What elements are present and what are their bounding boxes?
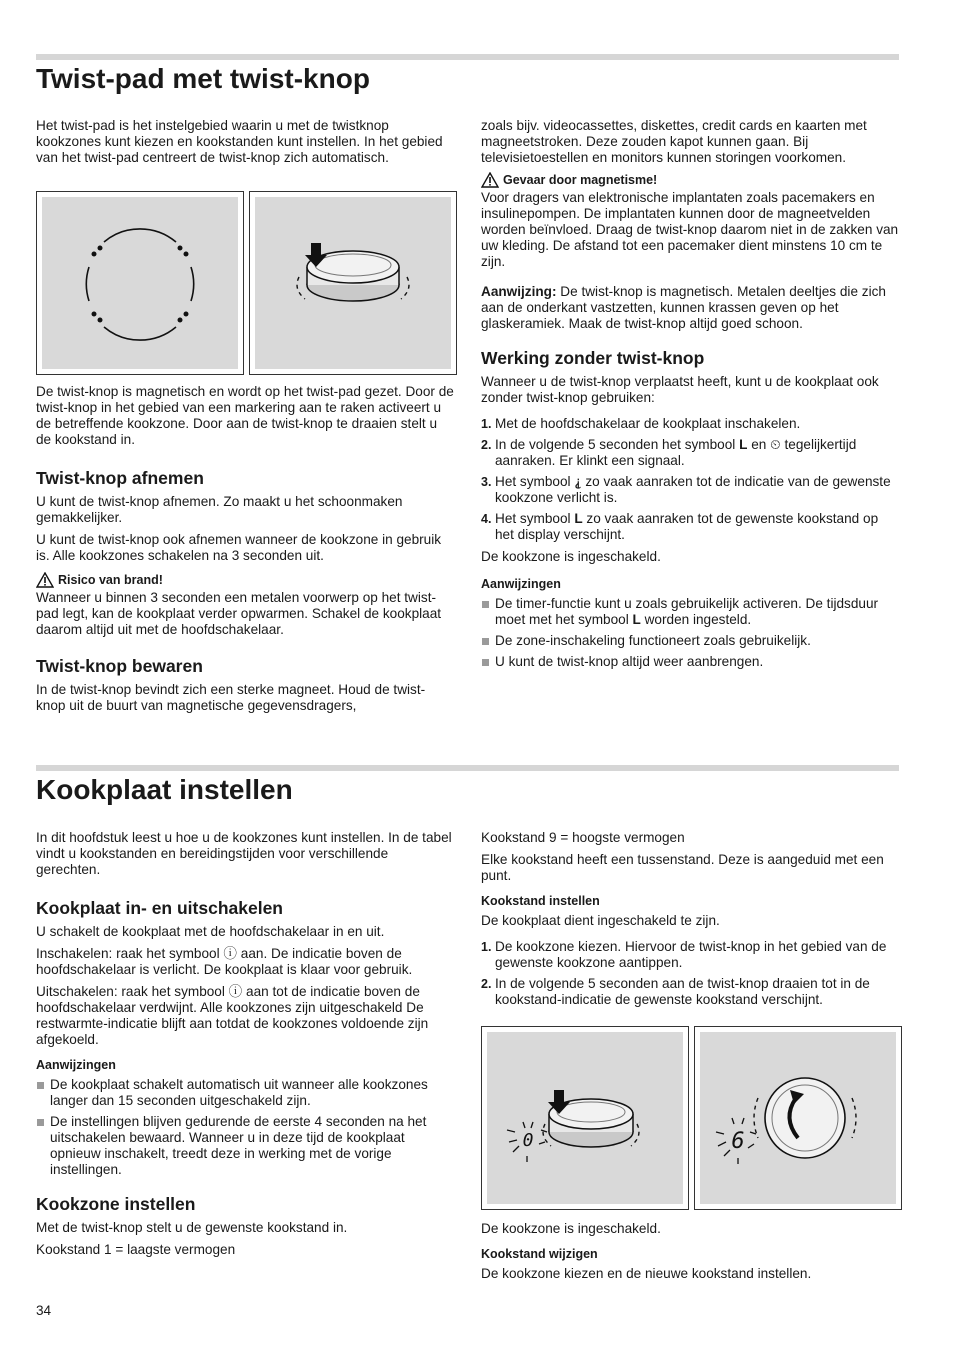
turn-knob-figure: [694, 1026, 902, 1210]
warning-triangle-icon: [481, 172, 499, 188]
right-column-s2: [481, 830, 899, 1014]
inuit-notes: [36, 1077, 454, 1178]
afnemen-p2: U kunt de twist-knop ook afnemen wanneer de kookzone in gebruik is. Alle kookzones schakelen na 3 seconden uit.: [36, 532, 442, 563]
step-item: 2. In de volgende 5 seconden het symbool L en ⏲ tegelijkertijd aanraken. Er klinkt een signaal.: [481, 437, 857, 468]
bewaren-p1: In de twist-knop bevindt zich een sterke magneet. Houd de twist-knop uit de buurt van magnetische gegevensdragers,: [36, 682, 426, 713]
display-digit-left: 0: [522, 1130, 534, 1151]
page-number: 34: [36, 1303, 52, 1318]
zonder-intro: Wanneer u de twist-knop verplaatst heeft, kunt u de kookplaat ook zonder twist-knop gebruiken:: [481, 374, 879, 405]
step-item: 1. Met de hoofdschakelaar de kookplaat inschakelen.: [481, 416, 801, 431]
magnet-warning-label: Gevaar door magnetisme!: [503, 173, 658, 187]
zonder-steps: [481, 416, 899, 543]
magnet-warning-title: [481, 172, 899, 188]
list-item: De timer-functie kunt u zoals gebruikelijk activeren. De tijdsduur moet met het symbool L worden ingesteld.: [481, 596, 899, 628]
bewaren-p2: zoals bijv. videocassettes, diskettes, credit cards en kaarten met magneetstroken. Deze zouden kapot kunnen gaan. Bij televisietoestellen en monitors kunnen storingen voorkomen.: [481, 118, 867, 165]
step-item: 4. Het symbool L zo vaak aanraken tot de gewenste kookstand op het display verschijnt.: [481, 511, 879, 542]
step-item: 3. Het symbool ⸘ zo vaak aanraken tot de indicatie van de gewenste kookzone verlicht is.: [481, 474, 891, 505]
timer-icon: ⏲: [770, 437, 781, 452]
select-zone-figure: [481, 1026, 689, 1210]
kookzone-p1: Met de twist-knop stelt u de gewenste kookstand in.: [36, 1220, 348, 1235]
intro-paragraph: In dit hoofdstuk leest u hoe u de kookzones kunt instellen. In de tabel vindt u kookstanden en bereidingstijden voor verschillende gerechten.: [36, 830, 452, 877]
section-title: Kookplaat instellen: [36, 774, 293, 805]
note-paragraph: [481, 284, 899, 332]
list-item: De kookplaat schakelt automatisch uit wanneer alle kookzones langer dan 15 seconden uitgeschakeld zijn.: [36, 1077, 454, 1109]
inuit-notes-heading: Aanwijzingen: [36, 1058, 116, 1072]
heading-bewaren: Twist-knop bewaren: [36, 656, 203, 676]
intro-paragraph: Het twist-pad is het instelgebied waarin u met de twistknop kookzones kunt kiezen en kookstanden kunt instellen. In het gebied van het twist-pad centreert de twist-knop zich automatisch.: [36, 118, 443, 165]
wijzigen-text: De kookzone kiezen en de nieuwe kookstand instellen.: [481, 1266, 812, 1281]
zonder-result: De kookzone is ingeschakeld.: [481, 549, 661, 564]
right-column-s2-lower: [481, 1221, 899, 1288]
knob-tap-illustration: [487, 1032, 683, 1204]
right-column-s1: [481, 118, 899, 676]
twist-pad-figure: [36, 191, 244, 375]
kookzone-p4: Elke kookstand heeft een tussenstand. Deze is aangeduid met een punt.: [481, 852, 884, 883]
kookstand-intro: De kookplaat dient ingeschakeld te zijn.: [481, 913, 720, 928]
heading-zonder: Werking zonder twist-knop: [481, 348, 705, 368]
inuit-p1: U schakelt de kookplaat met de hoofdschakelaar in en uit.: [36, 924, 385, 939]
heading-inuit: Kookplaat in- en uitschakelen: [36, 898, 283, 918]
kookzone-p3: Kookstand 9 = hoogste vermogen: [481, 830, 685, 845]
power-icon: ⓘ: [223, 946, 237, 961]
twist-knob-illustration: [255, 197, 451, 369]
heading-afnemen: Twist-knop afnemen: [36, 468, 204, 488]
section-rule: [36, 54, 899, 60]
zonder-notes-heading: Aanwijzingen: [481, 577, 561, 591]
left-column-s1: [36, 118, 454, 172]
step-item: 1. De kookzone kiezen. Hiervoor de twist-knop in het gebied van de gewenste kookzone aantippen.: [481, 939, 887, 970]
zonder-notes: [481, 596, 899, 670]
heading-kookzone: Kookzone instellen: [36, 1194, 196, 1214]
list-item: De instellingen blijven gedurende de eerste 4 seconden na het uitschakelen bewaard. Wanneer u in deze tijd de kookplaat opnieuw inschakelt, treedt deze in werking met de vorige instellingen.: [36, 1114, 454, 1178]
kookstand-steps: [481, 939, 899, 1008]
step-item: 2. In de volgende 5 seconden aan de twist-knop draaien tot in de kookstand-indicatie de gewenste kookstand verschijnt.: [481, 976, 870, 1007]
list-item: U kunt de twist-knop altijd weer aanbrengen.: [481, 654, 899, 670]
kookstand-heading: Kookstand instellen: [481, 894, 600, 908]
magnetic-paragraph: De twist-knop is magnetisch en wordt op het twist-pad gezet. Door de twist-knop in het gebied van een markering aan te raken activeert u de betreffende kookzone. Door aan de twist-knop te draaien stelt u de kookstand in.: [36, 384, 454, 447]
left-column-s2: [36, 830, 454, 1264]
note-text: De twist-knop is magnetisch. Metalen deeltjes die zich aan de onderkant vastzetten, kunnen krassen geven op het glaskeramiek. Maak de twist-knop altijd goed schoon.: [481, 284, 886, 331]
warning-triangle-icon: [36, 572, 54, 588]
inuit-p3: Uitschakelen: raak het symbool ⓘ aan tot de indicatie boven de hoofdschakelaar verdwijnt. Alle kookzones zijn uitgeschakeld De restwarmte-indicatie blijft aan totdat de kookzones voldoende zijn afgekoeld.: [36, 984, 429, 1047]
section-title: Twist-pad met twist-knop: [36, 63, 370, 94]
afnemen-p1: U kunt de twist-knop afnemen. Zo maakt u het schoonmaken gemakkelijker.: [36, 494, 403, 525]
fire-warning-text: Wanneer u binnen 3 seconden een metalen voorwerp op het twist-pad legt, kan de kookplaat verder opwarmen. Schakel de kookplaat daarom altijd uit met de hoofdschakelaar.: [36, 590, 442, 637]
section-rule: [36, 765, 899, 771]
kookstand-result: De kookzone is ingeschakeld.: [481, 1221, 661, 1236]
power-icon: ⓘ: [228, 984, 243, 999]
zone-select-icon: ⸘: [574, 474, 582, 489]
inuit-p2: Inschakelen: raak het symbool ⓘ aan. De indicatie boven de hoofdschakelaar is verlicht. De kookplaat is klaar voor gebruik.: [36, 946, 413, 977]
wijzigen-heading: Kookstand wijzigen: [481, 1247, 598, 1261]
note-label: Aanwijzing:: [481, 284, 557, 299]
twist-pad-markings-illustration: [42, 197, 238, 369]
knob-turn-illustration: [700, 1032, 896, 1204]
display-digit-right: 6: [731, 1129, 745, 1154]
fire-warning-label: Risico van brand!: [58, 573, 163, 587]
twist-knob-figure: [249, 191, 457, 375]
list-item: De zone-inschakeling functioneert zoals gebruikelijk.: [481, 633, 899, 649]
kookzone-p2: Kookstand 1 = laagste vermogen: [36, 1242, 236, 1257]
magnet-warning-text: Voor dragers van elektronische implantaten zoals pacemakers en insulinepompen. De implantaten kunnen door de magneetvelden worden beïnvloed. Draag de twist-knop daarom niet in de zakken van uw kleding. De afstand tot een pacemaker dient minstens 10 cm te zijn.: [481, 190, 899, 269]
fire-warning-title: [36, 572, 454, 588]
left-column-s1-lower: [36, 384, 454, 720]
